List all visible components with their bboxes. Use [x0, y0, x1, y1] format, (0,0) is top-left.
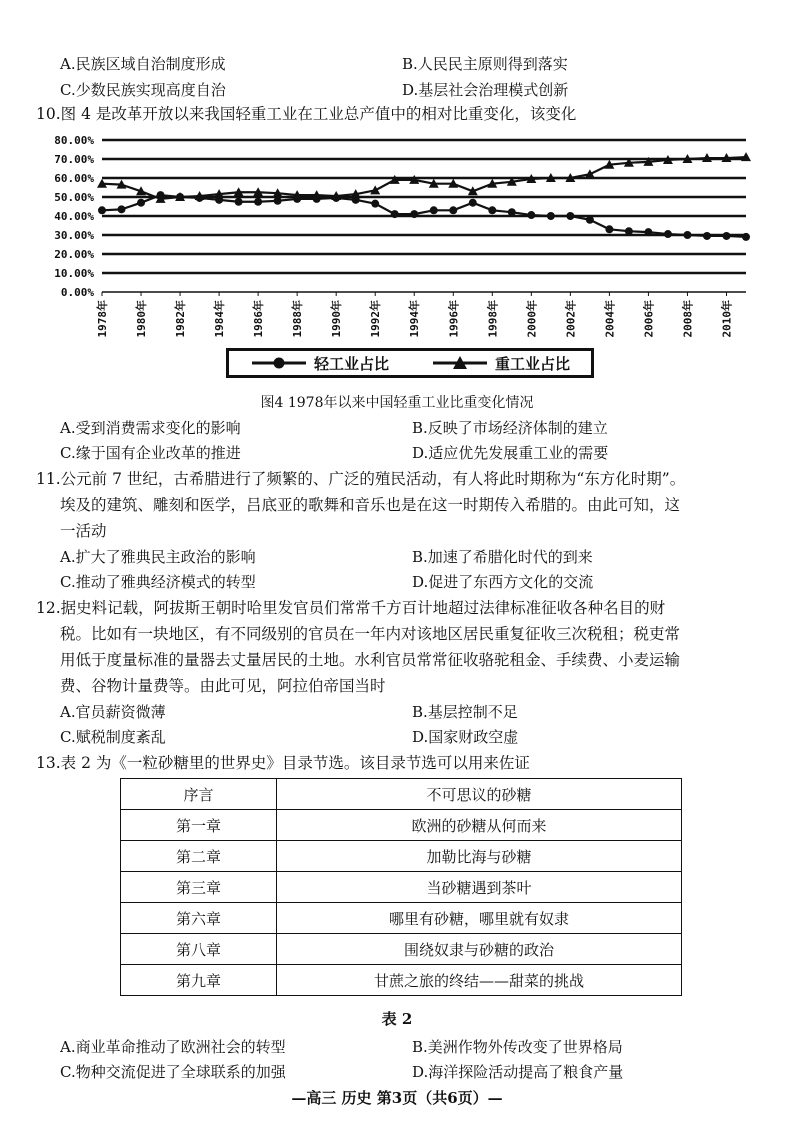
y-tick-label: 70.00%	[54, 153, 94, 166]
x-tick-label: 1988年	[291, 300, 305, 338]
table-cell-chapter: 第八章	[121, 934, 277, 965]
table-row	[121, 965, 682, 996]
data-point-light	[235, 198, 243, 206]
legend-label-light: 轻工业占比	[313, 354, 389, 373]
table-row	[121, 872, 682, 903]
legend-item-light	[250, 353, 389, 374]
q10-stem: 10.图 4 是改革开放以来我国轻重工业在工业总产值中的相对比重变化，该变化	[36, 105, 577, 123]
data-point-light	[703, 232, 711, 240]
q13-stem: 13.表 2 为《一粒砂糖里的世界史》目录节选。该目录节选可以用来佐证	[36, 754, 530, 772]
table-cell-title: 不可思议的砂糖	[277, 779, 682, 810]
q11-stem-line1: 11.公元前 7 世纪，古希腊进行了频繁的、广泛的殖民活动，有人将此时期称为“东方化时期”。	[36, 470, 686, 488]
q9-option-b: B.人民民主原则得到落实	[402, 55, 568, 73]
data-point-heavy	[370, 185, 380, 194]
q11-option-b: B.加速了希腊化时代的到来	[412, 548, 593, 566]
table-row	[121, 841, 682, 872]
y-tick-label: 60.00%	[54, 172, 94, 185]
q12-option-b: B.基层控制不足	[412, 703, 518, 721]
x-tick-label: 1980年	[135, 300, 149, 338]
x-tick-label: 1998年	[486, 300, 500, 338]
x-tick-label: 2008年	[681, 300, 695, 338]
x-tick-label: 2002年	[564, 300, 578, 338]
data-point-light	[430, 206, 438, 214]
table-cell-title: 欧洲的砂糖从何而来	[277, 810, 682, 841]
y-tick-label: 30.00%	[54, 229, 94, 242]
q11-stem-line3: 一活动	[60, 522, 107, 540]
y-tick-labels	[54, 134, 94, 299]
data-point-light	[722, 232, 730, 240]
data-point-light	[254, 198, 262, 206]
q12-stem-line4: 费、谷物计量费等。由此可见，阿拉伯帝国当时	[60, 677, 386, 695]
q11-option-d: D.促进了东西方文化的交流	[412, 573, 594, 591]
q12-stem-line1: 12.据史料记载，阿拔斯王朝时哈里发官员们常常千方百计地超过法律标准征收各种名目的财	[36, 599, 666, 617]
q12-option-d: D.国家财政空虚	[412, 728, 519, 746]
x-tick-label: 1990年	[330, 300, 344, 338]
table-cell-chapter: 序言	[121, 779, 277, 810]
data-point-light	[371, 200, 379, 208]
x-tick-label: 2004年	[603, 300, 617, 338]
page-footer: —高三 历史 第3页（共6页）—	[291, 1089, 503, 1107]
toc-table	[120, 778, 682, 996]
q13-option-c: C.物种交流促进了全球联系的加强	[60, 1063, 286, 1081]
y-tick-label: 20.00%	[54, 248, 94, 261]
chart-legend	[226, 348, 594, 378]
y-tick-label: 0.00%	[60, 286, 94, 299]
data-point-light	[605, 225, 613, 233]
q10-option-d: D.适应优先发展重工业的需要	[412, 444, 609, 462]
data-point-light	[469, 199, 477, 207]
data-point-light	[391, 210, 399, 218]
table-cell-chapter: 第二章	[121, 841, 277, 872]
table-cell-title: 甘蔗之旅的终结——甜菜的挑战	[277, 965, 682, 996]
x-tick-label: 1978年	[96, 300, 109, 338]
table-row	[121, 903, 682, 934]
table-row	[121, 779, 682, 810]
q13-option-b: B.美洲作物外传改变了世界格局	[412, 1038, 623, 1056]
legend-triangle-marker-icon	[431, 356, 489, 370]
data-point-light	[118, 205, 126, 213]
data-point-light	[683, 231, 691, 239]
legend-label-heavy: 重工业占比	[494, 354, 570, 373]
q12-stem-line2: 税。比如有一块地区，有不同级别的官员在一年内对该地区居民重复征收三次税租；税吏常	[60, 625, 681, 643]
table-cell-title: 加勒比海与砂糖	[277, 841, 682, 872]
data-point-light	[644, 228, 652, 236]
data-point-light	[742, 233, 750, 241]
y-tick-label: 10.00%	[54, 267, 94, 280]
q12-option-c: C.赋税制度紊乱	[60, 728, 166, 746]
x-tick-label: 1992年	[369, 300, 383, 338]
data-point-light	[508, 208, 516, 216]
y-tick-label: 80.00%	[54, 134, 94, 147]
q9-option-a: A.民族区域自治制度形成	[60, 55, 226, 73]
x-tick-label: 1984年	[213, 300, 227, 338]
data-point-light	[664, 230, 672, 238]
x-tick-label: 1982年	[174, 300, 188, 338]
data-point-light	[137, 199, 145, 207]
legend-circle-marker-icon	[250, 356, 308, 370]
q11-option-a: A.扩大了雅典民主政治的影响	[60, 548, 256, 566]
data-point-light	[274, 197, 282, 205]
q13-option-d: D.海洋探险活动提高了粮食产量	[412, 1063, 624, 1081]
q13-option-a: A.商业革命推动了欧洲社会的转型	[60, 1038, 286, 1056]
legend-item-heavy	[431, 353, 570, 374]
data-point-light	[527, 211, 535, 219]
x-tick-label: 2000年	[525, 300, 539, 338]
x-tick-labels	[95, 292, 733, 338]
table-cell-title: 当砂糖遇到茶叶	[277, 872, 682, 903]
x-tick-label: 1986年	[252, 300, 266, 338]
data-point-light	[98, 206, 106, 214]
data-point-light	[449, 206, 457, 214]
q9-option-c: C.少数民族实现高度自治	[60, 81, 226, 99]
y-tick-label: 50.00%	[54, 191, 94, 204]
table-cell-chapter: 第六章	[121, 903, 277, 934]
x-tick-label: 2010年	[720, 300, 734, 338]
x-tick-label: 1994年	[408, 300, 422, 338]
figure-caption: 图4 1978年以来中国轻重工业比重变化情况	[260, 395, 534, 411]
x-tick-label: 1996年	[447, 300, 461, 338]
table-caption: 表 2	[381, 1010, 413, 1028]
table-cell-title: 围绕奴隶与砂糖的政治	[277, 934, 682, 965]
q10-option-c: C.缘于国有企业改革的推进	[60, 444, 241, 462]
table-cell-chapter: 第九章	[121, 965, 277, 996]
data-point-light	[547, 212, 555, 220]
table-row	[121, 934, 682, 965]
table-cell-chapter: 第三章	[121, 872, 277, 903]
data-point-light	[566, 212, 574, 220]
data-point-light	[488, 206, 496, 214]
table-row	[121, 810, 682, 841]
x-tick-label: 2006年	[642, 300, 656, 338]
y-tick-label: 40.00%	[54, 210, 94, 223]
q11-stem-line2: 埃及的建筑、雕刻和医学，吕底亚的歌舞和音乐也是在这一时期传入希腊的。由此可知，这	[60, 496, 681, 514]
q11-option-c: C.推动了雅典经济模式的转型	[60, 573, 256, 591]
data-point-light	[625, 227, 633, 235]
q12-stem-line3: 用低于度量标准的量器去丈量居民的土地。水利官员常常征收骆驼租金、手续费、小麦运输	[60, 651, 681, 669]
q12-option-a: A.官员薪资微薄	[60, 703, 166, 721]
table-cell-title: 哪里有砂糖，哪里就有奴隶	[277, 903, 682, 934]
q10-option-b: B.反映了市场经济体制的建立	[412, 419, 608, 437]
q9-option-d: D.基层社会治理模式创新	[402, 81, 569, 99]
data-point-light	[586, 216, 594, 224]
q10-option-a: A.受到消费需求变化的影响	[60, 419, 241, 437]
data-point-light	[410, 210, 418, 218]
table-cell-chapter: 第一章	[121, 810, 277, 841]
